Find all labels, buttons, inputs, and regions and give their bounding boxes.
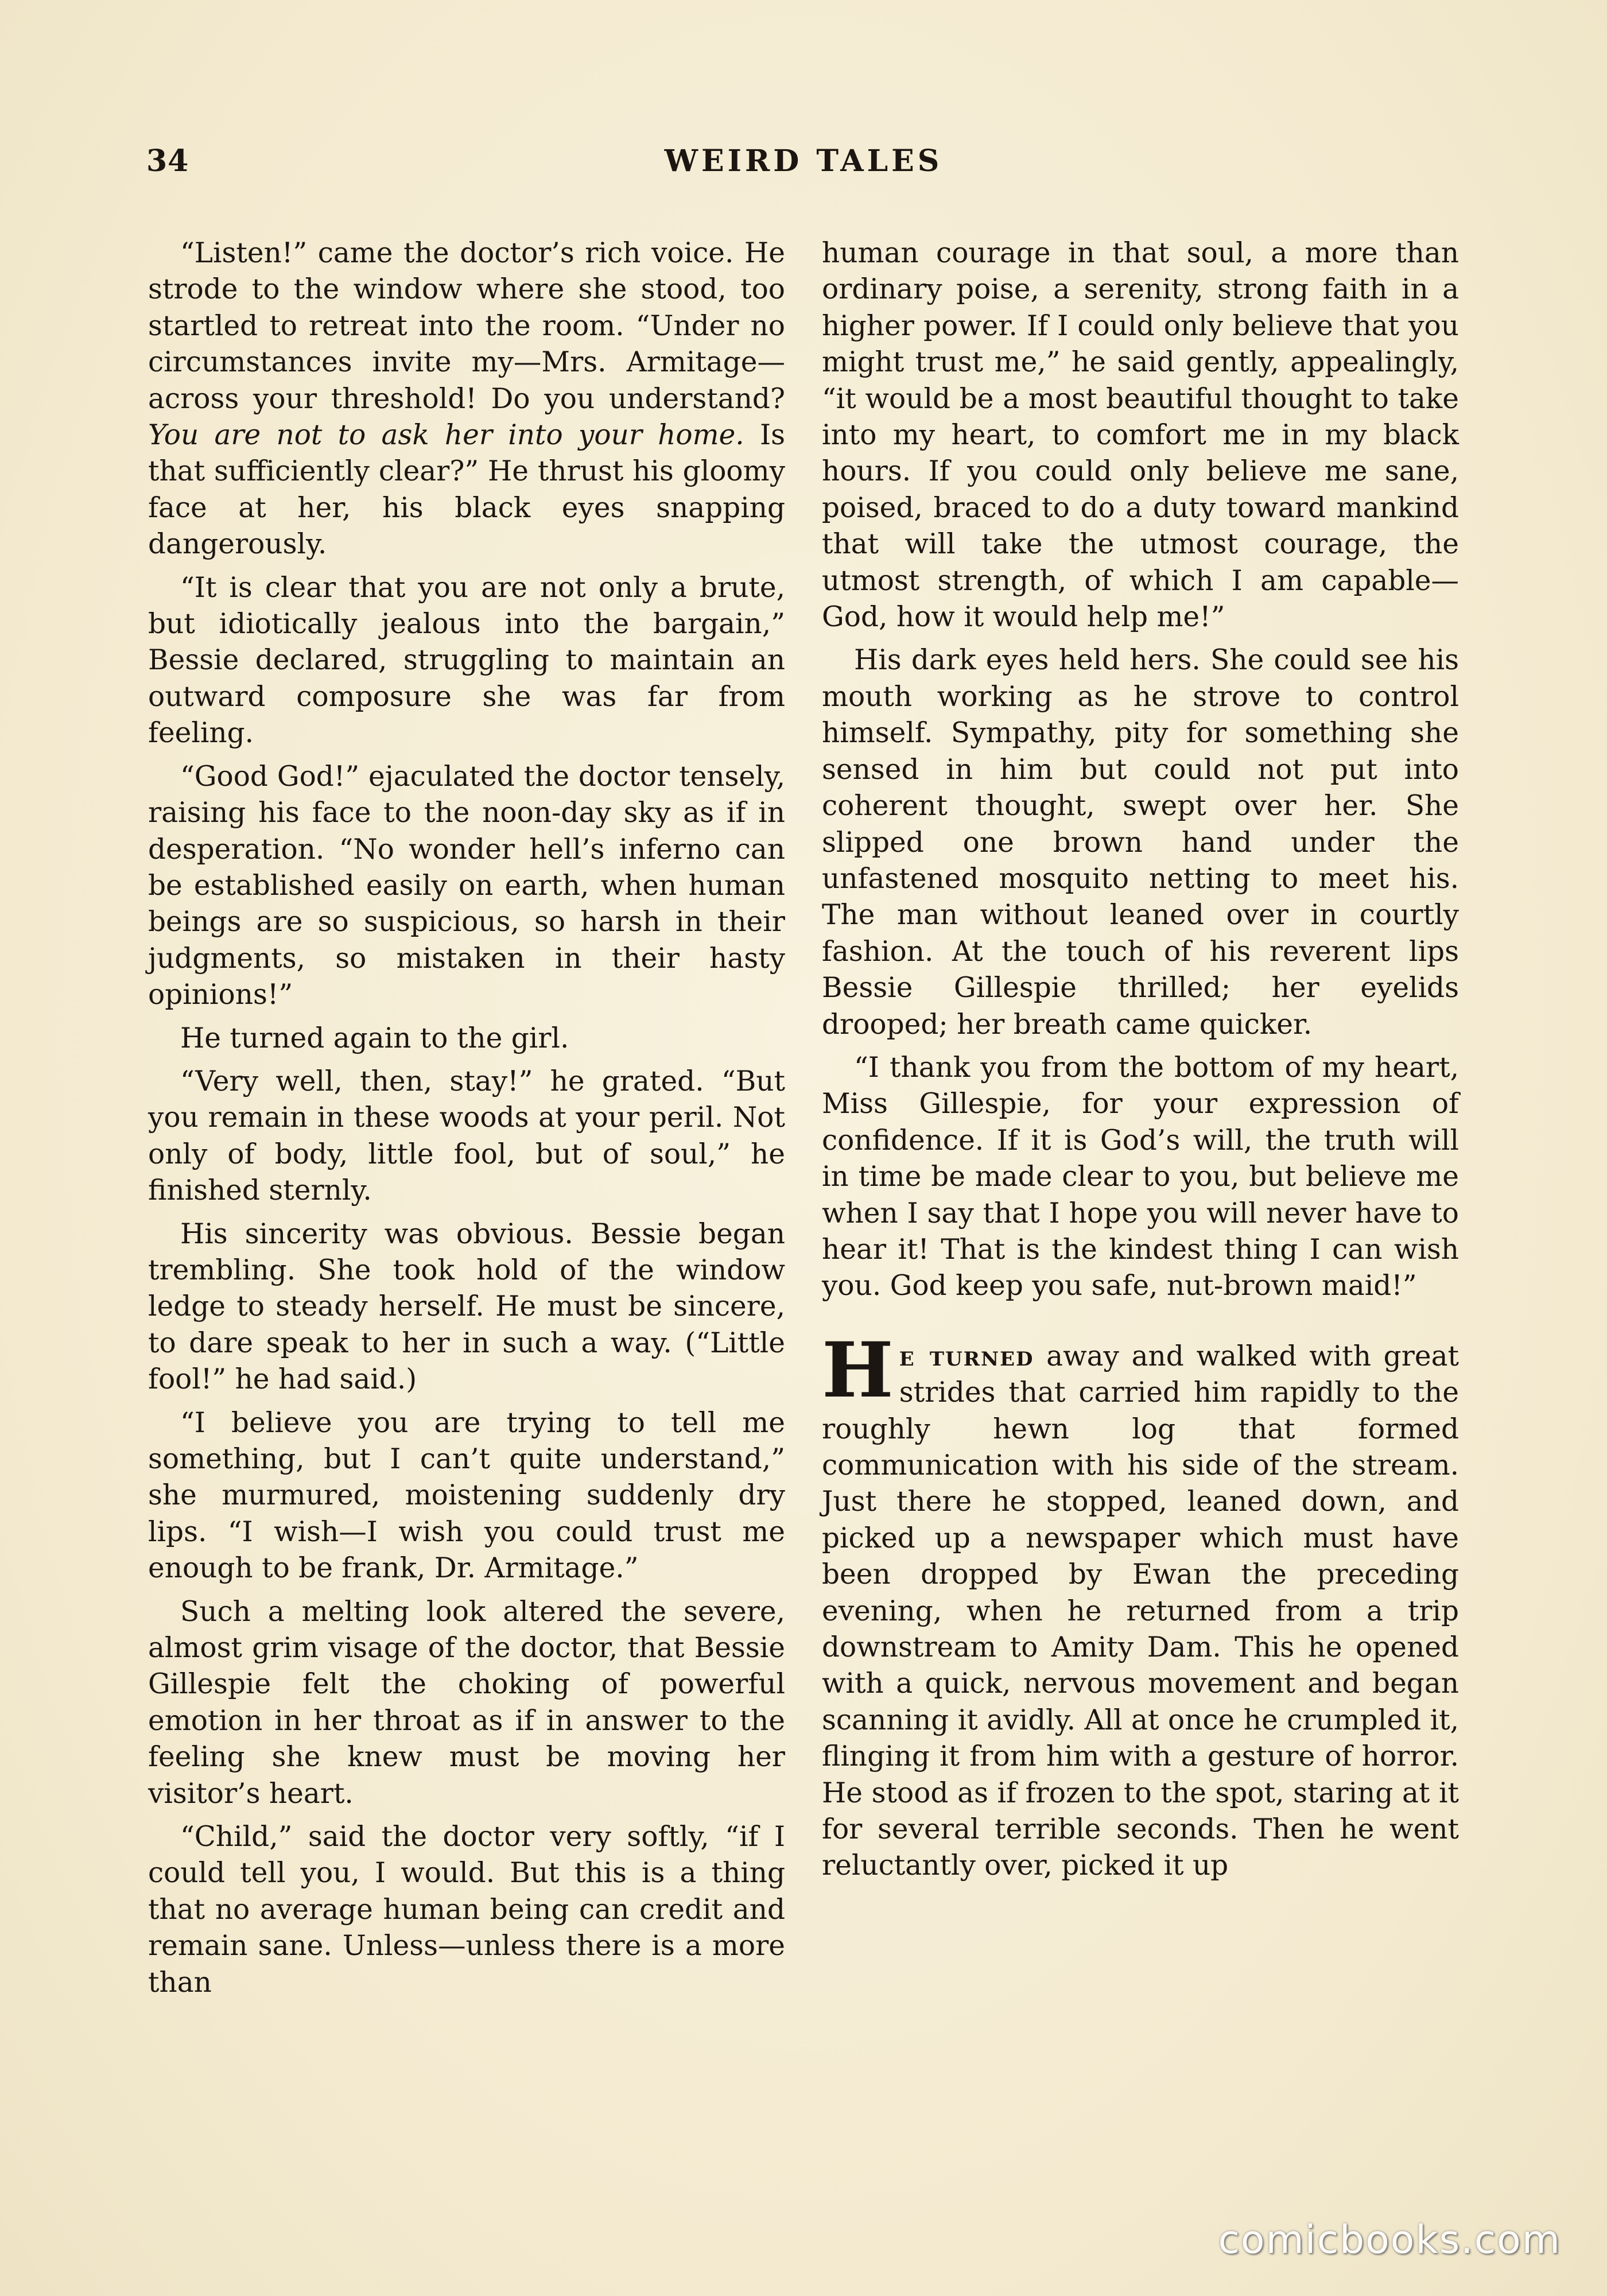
paragraph: “Child,” said the doctor very softly, “if I could tell you, I would. But this is a thing that no average human being can credit and remain sane. Unless—unless there is a more than	[148, 1821, 785, 1999]
left-column	[148, 235, 785, 2008]
page-header	[146, 144, 1461, 189]
paragraph: “It is clear that you are not only a brute, but idiotically jealous into the bargain,” Bessie declared, struggling to maintain an outward composure she was far from feeling.	[148, 571, 785, 750]
paragraph: human courage in that soul, a more than ordinary poise, a serenity, strong faith in a higher power. If I could only believe that you might trust me,” he said gently, appealingly, “it would be a most beautiful thought to take into my heart, to comfort me in my black hours. If you could only believe me sane, poised, braced to do a duty toward mankind that will take the utmost courage, the utmost strength, of which I am capable—God, how it would help me!”	[822, 237, 1459, 634]
paragraph: “I thank you from the bottom of my heart, Miss Gillespie, for your expression of confidence. If it is God’s will, the truth will in time be made clear to you, but believe me when I say that I hope you will never have to hear it! That is the kindest thing I can wish you. God keep you safe, nut-brown maid!”	[822, 1051, 1459, 1302]
paragraph: “Very well, then, stay!” he grated. “But you remain in these woods at your peril. Not only of body, little fool, but of soul,” he finished sternly.	[148, 1065, 785, 1207]
paragraph: He turned again to the girl.	[180, 1022, 569, 1054]
paragraph: “Listen!” came the doctor’s rich voice. He strode to the window where she stood, too startled to retreat into the room. “Under no circumstances invite my—Mrs. Armitage—across your threshold! Do you understand? You are not to ask her into your home. Is that sufficiently clear?” He thrust his gloomy face at her, his black eyes snapping dangerously.	[148, 237, 785, 561]
watermark: comicbooks.com	[1218, 2217, 1561, 2263]
paragraph: His sincerity was obvious. Bessie began trembling. She took hold of the window ledge to steady herself. He must be sincere, to dare speak to her in such a way. (“Little fool!” he had said.)	[148, 1217, 785, 1396]
running-title: WEIRD TALES	[664, 144, 943, 179]
page-number: 34	[146, 144, 189, 179]
right-column	[822, 235, 1459, 1891]
paragraph: His dark eyes held hers. She could see his mouth working as he strove to control himself. Sympathy, pity for something she sensed in him but could not put into coherent thought, swept over her. She slipped one brown hand under the unfastened mosquito netting to meet his. The man without leaned over in courtly fashion. At the touch of his reverent lips Bessie Gillespie thrilled; her eyelids drooped; her breath came quicker.	[822, 644, 1459, 1041]
paragraph: “I believe you are trying to tell me something, but I can’t quite understand,” she murmured, moistening suddenly dry lips. “I wish—I wish you could trust me enough to be frank, Dr. Armitage.”	[148, 1406, 785, 1585]
emphasis-text: You are not to ask her into your home.	[148, 419, 744, 452]
section-paragraph: He turned away and walked with great strides that carried him rapidly to the roughly hewn log that formed communication with his side of the stream. Just there he stopped, leaned down, and picked up a newspaper which must have been dropped by Ewan the preceding evening, when he returned from a trip downstream to Amity Dam. This he opened with a quick, nervous movement and began scanning it avidly. All at once he crumpled it, flinging it from him with a gesture of horror. He stood as if frozen to the spot, staring at it for several terrible seconds. Then he went reluctantly over, picked it up	[822, 1325, 1459, 1882]
drop-cap: H	[822, 1325, 894, 1415]
paragraph: “Good God!” ejaculated the doctor tensely, raising his face to the noon-day sky as if in desperation. “No wonder hell’s inferno can be established easily on earth, when human beings are so suspicious, so harsh in their judgments, so mistaken in their hasty opinions!”	[148, 760, 785, 1011]
small-caps-lead: e turned	[899, 1339, 1034, 1372]
paragraph: Such a melting look altered the severe, almost grim visage of the doctor, that Bessie Gillespie felt the choking of powerful emotion in her throat as if in answer to the feeling she knew must be moving her visitor’s heart.	[148, 1595, 785, 1810]
